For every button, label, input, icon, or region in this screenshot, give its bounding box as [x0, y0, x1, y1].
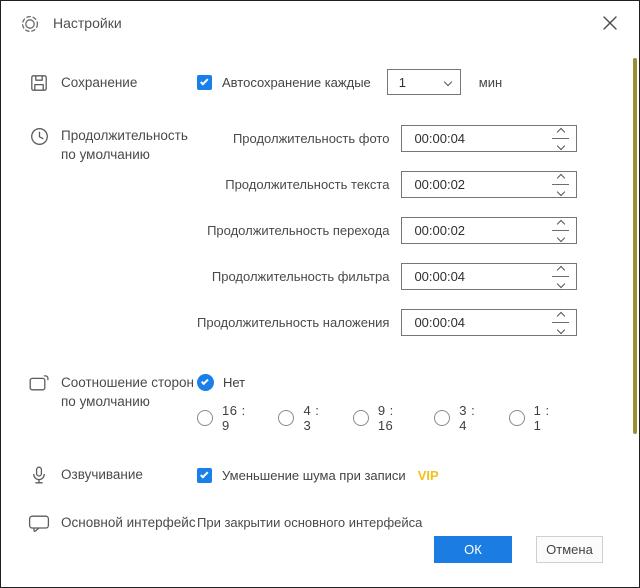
- spin-up-button[interactable]: [554, 128, 568, 135]
- duration-section: [1, 125, 639, 336]
- interface-section-label: Основной интерфейс: [61, 515, 196, 530]
- close-button[interactable]: [595, 8, 625, 38]
- aspect-option-1-1: 1 : 1: [509, 403, 557, 433]
- interval-unit-label: мин: [478, 74, 503, 90]
- overlay-duration-row: [197, 309, 577, 336]
- autosave-label: Автосохранение каждые: [222, 74, 371, 90]
- transition-duration-row: [197, 217, 577, 244]
- save-section-label: Сохранение: [61, 74, 138, 90]
- checkmark-icon: [200, 77, 208, 85]
- photo-duration-label: Продолжительность фото: [232, 131, 390, 146]
- main-interface-section: [1, 512, 639, 533]
- spin-up-button[interactable]: [554, 266, 568, 273]
- spin-down-button[interactable]: [554, 234, 568, 241]
- autosave-checkbox[interactable]: [197, 75, 212, 90]
- aspect-options-row: [197, 403, 557, 433]
- save-section: [1, 69, 639, 95]
- checkmark-icon: [201, 377, 209, 385]
- overlay-duration-input[interactable]: 00:00:04: [401, 309, 577, 336]
- chevron-up-icon: [557, 219, 565, 227]
- title-bar: [1, 1, 639, 45]
- autosave-interval-dropdown[interactable]: [387, 69, 461, 95]
- vip-badge: VIP: [417, 467, 439, 483]
- spin-up-button[interactable]: [554, 220, 568, 227]
- filter-duration-input[interactable]: 00:00:04: [401, 263, 577, 290]
- aspect-option-4-3: 4 : 3: [278, 403, 326, 433]
- interval-value: 1: [398, 74, 407, 90]
- aspect-option-9-16: 9 : 16: [353, 403, 408, 433]
- interface-bubble-icon: [27, 512, 51, 533]
- close-icon: [603, 16, 617, 30]
- text-duration-row: [197, 171, 577, 198]
- checkmark-icon: [200, 470, 208, 478]
- aspect-option-3-4: 3 : 4: [434, 403, 482, 433]
- radio-none-selected[interactable]: [197, 374, 214, 391]
- photo-duration-row: [197, 125, 577, 152]
- chevron-up-icon: [557, 265, 565, 273]
- footer: [434, 536, 603, 563]
- radio-3-4[interactable]: [434, 410, 450, 426]
- aspect-none-label: Нет: [223, 374, 246, 390]
- radio-4-3[interactable]: [278, 410, 294, 426]
- chevron-down-icon: [557, 187, 565, 195]
- ok-button[interactable]: ОК: [434, 536, 512, 563]
- radio-1-1[interactable]: [509, 410, 525, 426]
- dialog-title: Настройки: [53, 15, 122, 31]
- aspect-option-16-9: 16 : 9: [197, 403, 252, 433]
- spin-up-button[interactable]: [554, 174, 568, 181]
- clock-icon: [27, 125, 51, 336]
- transition-duration-label: Продолжительность перехода: [207, 223, 390, 238]
- radio-9-16[interactable]: [353, 410, 369, 426]
- aspect-section-label: Соотношение сторон по умолчанию: [61, 375, 194, 409]
- transition-duration-input[interactable]: 00:00:02: [401, 217, 577, 244]
- overlay-duration-label: Продолжительность наложения: [197, 315, 390, 330]
- spin-up-button[interactable]: [554, 312, 568, 319]
- microphone-icon: [27, 464, 51, 486]
- interface-description: При закрытии основного интерфейса: [197, 515, 423, 530]
- chevron-down-icon: [557, 233, 565, 241]
- chevron-down-icon: [557, 325, 565, 333]
- voice-section-label: Озвучивание: [61, 467, 143, 482]
- text-duration-input[interactable]: 00:00:02: [401, 171, 577, 198]
- chevron-down-icon: [444, 78, 452, 86]
- aspect-option-none: [197, 372, 557, 392]
- chevron-down-icon: [557, 141, 565, 149]
- text-duration-label: Продолжительность текста: [225, 177, 390, 192]
- spin-down-button[interactable]: [554, 326, 568, 333]
- cancel-button[interactable]: Отмена: [536, 536, 603, 563]
- chevron-up-icon: [557, 173, 565, 181]
- radio-16-9[interactable]: [197, 410, 213, 426]
- spin-down-button[interactable]: [554, 188, 568, 195]
- spin-down-button[interactable]: [554, 142, 568, 149]
- chevron-up-icon: [557, 127, 565, 135]
- gear-icon: [19, 12, 41, 35]
- scrollbar-thumb[interactable]: [633, 58, 637, 434]
- aspect-ratio-section: [1, 372, 639, 433]
- duration-section-label: Продолжительность по умолчанию: [61, 128, 188, 162]
- photo-duration-input[interactable]: 00:00:04: [401, 125, 577, 152]
- floppy-icon: [27, 72, 51, 93]
- noise-reduction-checkbox[interactable]: [197, 468, 212, 483]
- spin-down-button[interactable]: [554, 280, 568, 287]
- noise-reduction-label: Уменьшение шума при записи: [222, 467, 406, 483]
- chevron-down-icon: [557, 279, 565, 287]
- filter-duration-row: [197, 263, 577, 290]
- voice-section: [1, 464, 639, 486]
- chevron-up-icon: [557, 311, 565, 319]
- filter-duration-label: Продолжительность фильтра: [211, 269, 390, 284]
- aspect-ratio-icon: [27, 372, 51, 428]
